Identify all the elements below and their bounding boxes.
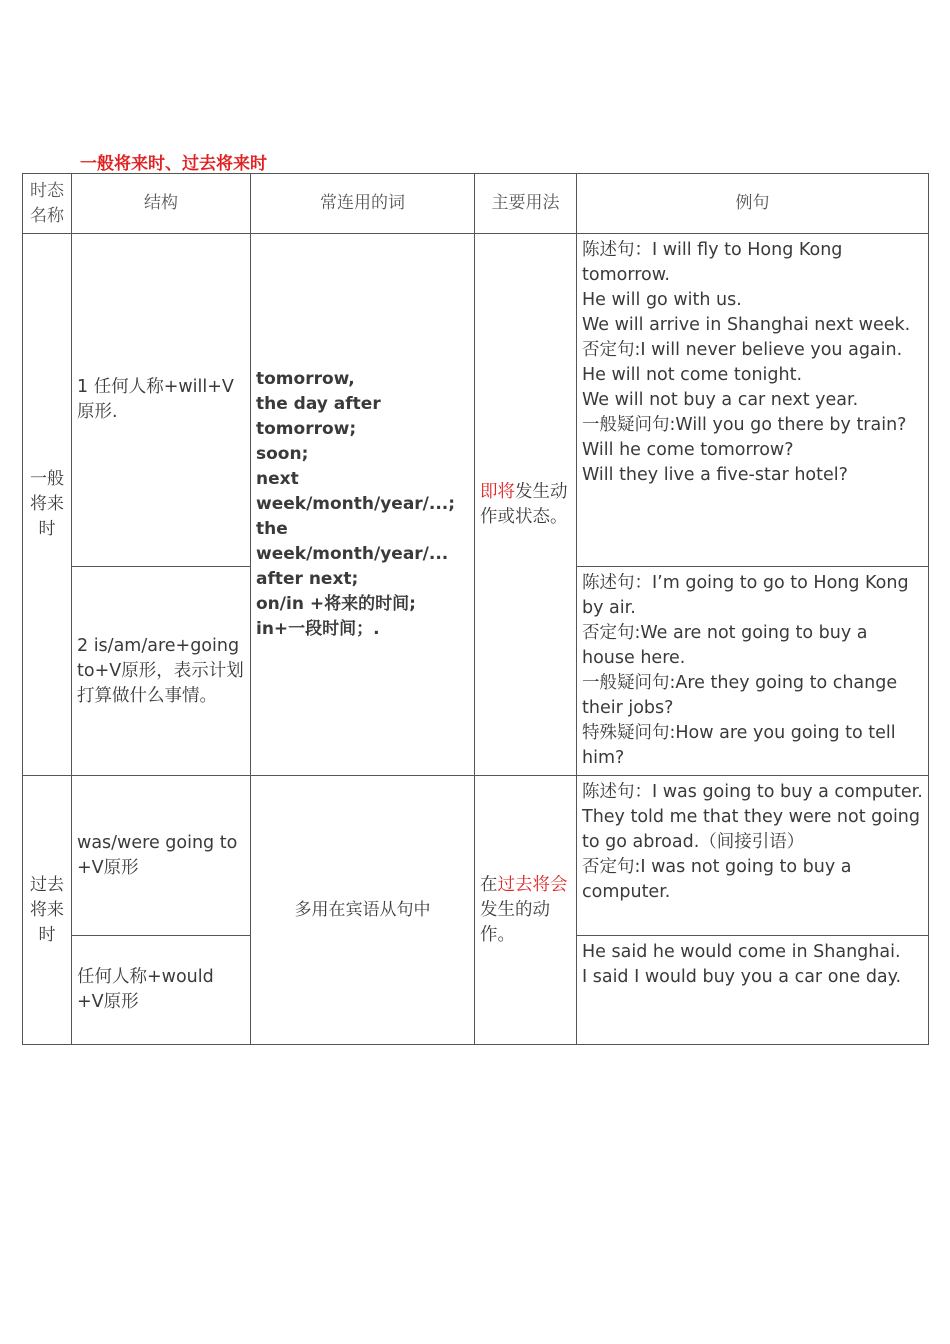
header-tense-name: 时态名称 — [23, 174, 72, 234]
example-line: 否定句:I was not going to buy a computer. — [582, 857, 852, 902]
example-line: 一般疑问句:Are they going to change their jobs? — [582, 673, 898, 718]
usage-text: 发生的动作。 — [480, 899, 550, 945]
usage-prefix: 在 — [480, 874, 498, 895]
past-future-usage — [475, 776, 577, 1045]
example-line: We will arrive in Shanghai next week. — [582, 315, 911, 335]
future-examples-1 — [577, 234, 929, 567]
example-line: Will he come tomorrow? — [582, 440, 794, 460]
future-examples-2 — [577, 567, 929, 776]
past-future-examples-2 — [577, 936, 929, 1045]
past-future-tense-name: 过去将来时 — [23, 776, 72, 1045]
word-item: on/in +将来的时间; — [256, 594, 416, 614]
usage-highlight: 过去将会 — [497, 874, 568, 895]
past-future-examples-1 — [577, 776, 929, 936]
example-line: They told me that they were not going to go abroad.（间接引语） — [582, 807, 921, 852]
word-item: tomorrow, — [256, 369, 355, 389]
future-structure-1: 1 任何人称+will+V原形. — [72, 234, 251, 567]
example-line: We will not buy a car next year. — [582, 390, 859, 410]
example-line: 陈述句：I’m going to go to Hong Kong by air. — [582, 573, 909, 618]
example-line: 陈述句：I will fly to Hong Kong tomorrow. — [582, 240, 843, 285]
word-item: soon; — [256, 444, 309, 464]
example-line: 特殊疑问句:How are you going to tell him? — [582, 723, 896, 768]
past-future-structure-1: was/were going to +V原形 — [72, 776, 251, 936]
future-row-1 — [23, 234, 929, 567]
example-line: He will go with us. — [582, 290, 742, 310]
word-item: the week/month/year/... after next; — [256, 519, 449, 589]
header-structure: 结构 — [72, 174, 251, 234]
future-tense-name: 一般将来时 — [23, 234, 72, 776]
past-future-common-words: 多用在宾语从句中 — [251, 776, 475, 1045]
example-line: 否定句:We are not going to buy a house here. — [582, 623, 868, 668]
header-row — [23, 174, 929, 234]
example-line: Will they live a five-star hotel? — [582, 465, 848, 485]
header-usage: 主要用法 — [475, 174, 577, 234]
usage-text: 发生动作或状态。 — [480, 481, 568, 527]
past-future-structure-2: 任何人称+would +V原形 — [72, 936, 251, 1045]
tense-table — [22, 173, 929, 1045]
example-line: I said I would buy you a car one day. — [582, 967, 902, 987]
header-examples: 例句 — [577, 174, 929, 234]
future-common-words — [251, 234, 475, 776]
example-line: He said he would come in Shanghai. — [582, 942, 901, 962]
word-item: next week/month/year/...; — [256, 469, 456, 514]
example-line: 否定句:I will never believe you again. — [582, 340, 903, 360]
usage-highlight: 即将 — [480, 481, 515, 502]
future-structure-2: 2 is/am/are+going to+V原形，表示计划打算做什么事情。 — [72, 567, 251, 776]
example-line: He will not come tonight. — [582, 365, 803, 385]
word-item: the day after tomorrow; — [256, 394, 381, 439]
past-future-row-1 — [23, 776, 929, 936]
header-common-words: 常连用的词 — [251, 174, 475, 234]
example-line: 陈述句：I was going to buy a computer. — [582, 782, 923, 802]
document-title: 一般将来时、过去将来时 — [80, 154, 267, 174]
future-usage — [475, 234, 577, 776]
word-item: in+一段时间；. — [256, 619, 380, 639]
example-line: 一般疑问句:Will you go there by train? — [582, 415, 907, 435]
